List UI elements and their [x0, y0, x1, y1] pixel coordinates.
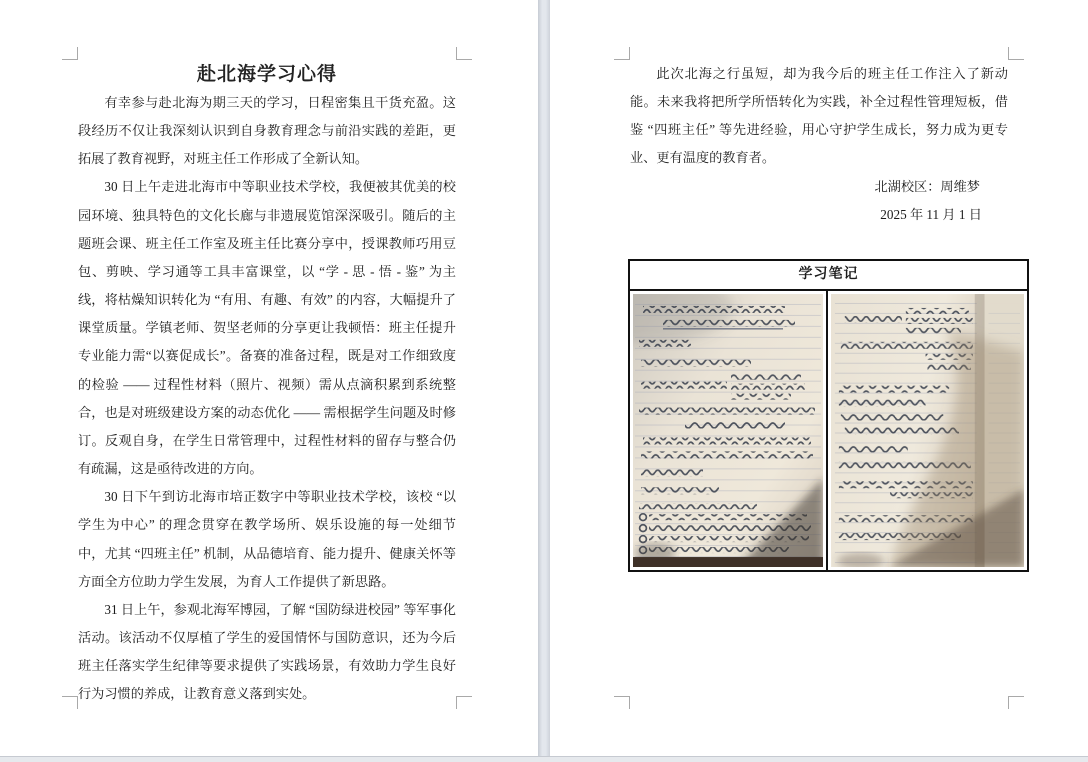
paragraph[interactable]: 30 日上午走进北海市中等职业技术学校，我便被其优美的校园环境、独具特色的文化长廊与非遗展览馆深深吸引。随后的主题班会课、班主任工作室及班主任比赛分享中，授课教师巧用豆包、剪映、学习通等工具丰富课堂，以 “学 - 思 - 悟 - 鉴” 为主线，将枯燥知识转化为 “有用、有趣、有效” 的内容，大幅提升了课堂质量。学镇老师、贺坚老师的分享更让我顿悟：班主任提升专业能力需“以赛促成长”。备赛的准备过程，既是对工作细致度的检验 —— 过程性材料（照片、视频）需从点滴积累到系统整合，也是对班级建设方案的动态优化 —— 需根据学生问题及时修订。反观自身，在学生日常管理中，过程性材料的留存与整合仍有疏漏，这是亟待改进的方向。	[78, 179, 456, 477]
margin-corner-mark	[456, 696, 472, 709]
notes-photo-2-image	[831, 294, 1024, 567]
paragraph[interactable]: 有幸参与赴北海为期三天的学习，日程密集且干货充盈。这段经历不仅让我深刻认识到自身教育理念与前沿实践的差距，更拓展了教育视野，对班主任工作形成了全新认知。	[78, 95, 456, 167]
margin-corner-mark	[62, 696, 78, 709]
paragraph[interactable]: 31 日上午，参观北海军博园，了解 “国防绿进校园” 等军事化活动。该活动不仅厚植了学生的爱国情怀与国防意识，还为今后班主任落实学生纪律等要求提供了实践场景，有效助力学生良好行为习惯的养成，让教育意义落到实处。	[78, 601, 456, 702]
signature-line[interactable]: 北湖校区：周维梦	[874, 178, 980, 194]
notes-table-cell	[630, 291, 828, 570]
notes-table-cell	[828, 291, 1027, 570]
study-notes-table[interactable]	[628, 259, 1029, 572]
window-bottom-edge	[0, 756, 1088, 762]
margin-corner-mark	[456, 47, 472, 60]
margin-corner-mark	[1008, 696, 1024, 709]
date-line[interactable]: 2025 年 11 月 1 日	[880, 206, 982, 222]
document-title[interactable]: 赴北海学习心得	[196, 64, 337, 85]
page-gap	[538, 0, 550, 756]
margin-corner-mark	[614, 47, 630, 60]
margin-corner-mark	[614, 696, 630, 709]
handwritten-notes-photo-2[interactable]	[831, 294, 1024, 567]
notes-table-header[interactable]: 学习笔记	[630, 261, 1027, 291]
notes-photo-1-image	[633, 294, 823, 567]
paragraph[interactable]: 此次北海之行虽短，却为我今后的班主任工作注入了新动能。未来我将把所学所悟转化为实践，补全过程性管理短板，借鉴 “四班主任” 等先进经验，用心守护学生成长，努力成为更专业、更有温度的教育者。	[630, 66, 1008, 166]
page-1[interactable]	[0, 0, 538, 756]
margin-corner-mark	[62, 47, 78, 60]
paragraph[interactable]: 30 日下午到访北海市培正数字中等职业技术学校，该校 “以学生为中心” 的理念贯穿在教学场所、娱乐设施的每一处细节中，尤其 “四班主任” 机制，从品德培育、能力提升、健康关怀等方面全方位助力学生发展，为育人工作提供了新思路。	[78, 489, 456, 589]
handwritten-notes-photo-1[interactable]	[633, 294, 823, 567]
margin-corner-mark	[1008, 47, 1024, 60]
